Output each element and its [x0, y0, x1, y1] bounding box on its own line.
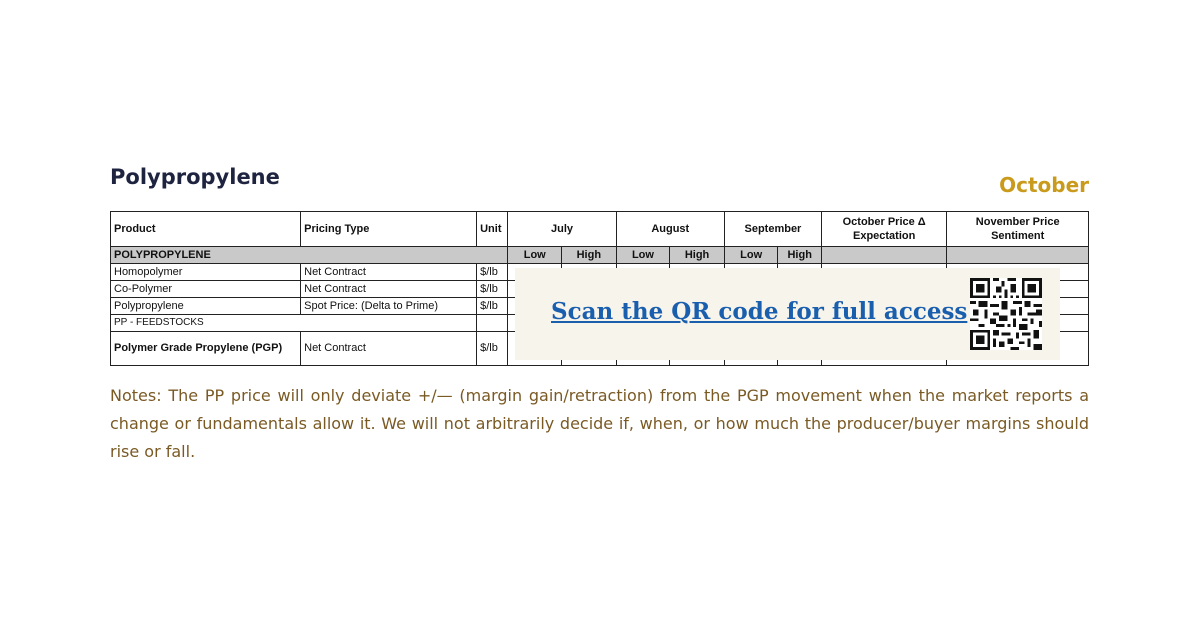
col-product: Product — [111, 212, 301, 247]
pricing-type-cell: Spot Price: (Delta to Prime) — [301, 298, 477, 315]
col-pricing-type: Pricing Type — [301, 212, 477, 247]
product-cell: Polypropylene — [111, 298, 301, 315]
qr-code-icon[interactable] — [970, 278, 1042, 350]
unit-cell: $/lb — [477, 298, 508, 315]
september-low-label: Low — [724, 247, 778, 264]
col-unit: Unit — [477, 212, 508, 247]
qr-access-overlay — [515, 268, 1060, 360]
full-access-link[interactable]: Scan the QR code for full access — [551, 298, 968, 325]
col-october-expectation: October Price Δ Expectation — [821, 212, 946, 247]
unit-cell: $/lb — [477, 264, 508, 281]
product-cell: Homopolymer — [111, 264, 301, 281]
product-cell: Polymer Grade Propylene (PGP) — [111, 332, 301, 366]
col-july: July — [508, 212, 616, 247]
product-cell: Co-Polymer — [111, 281, 301, 298]
notes-paragraph: Notes: The PP price will only deviate +/— (margin gain/retraction) from the PGP movement when the market reports a change or fundamentals allow it. We will not arbitrarily decide if, when, or how much the producer/buyer margins should rise or fall. — [110, 386, 1089, 461]
unit-cell: $/lb — [477, 332, 508, 366]
pricing-type-cell: Net Contract — [301, 281, 477, 298]
unit-cell: $/lb — [477, 281, 508, 298]
section-label: POLYPROPYLENE — [111, 247, 508, 264]
pricing-type-cell: Net Contract — [301, 264, 477, 281]
month-label: October — [999, 173, 1089, 197]
july-high-label: High — [562, 247, 617, 264]
col-november-sentiment: November Price Sentiment — [947, 212, 1089, 247]
section-row — [111, 247, 1089, 264]
september-high-label: High — [778, 247, 822, 264]
pricing-type-cell: Net Contract — [301, 332, 477, 366]
table-header-row — [111, 212, 1089, 247]
col-september: September — [724, 212, 821, 247]
col-august: August — [616, 212, 724, 247]
august-high-label: High — [670, 247, 725, 264]
july-low-label: Low — [508, 247, 562, 264]
page-title: Polypropylene — [110, 165, 280, 189]
august-low-label: Low — [616, 247, 670, 264]
feedstocks-label: PP - FEEDSTOCKS — [111, 315, 477, 332]
